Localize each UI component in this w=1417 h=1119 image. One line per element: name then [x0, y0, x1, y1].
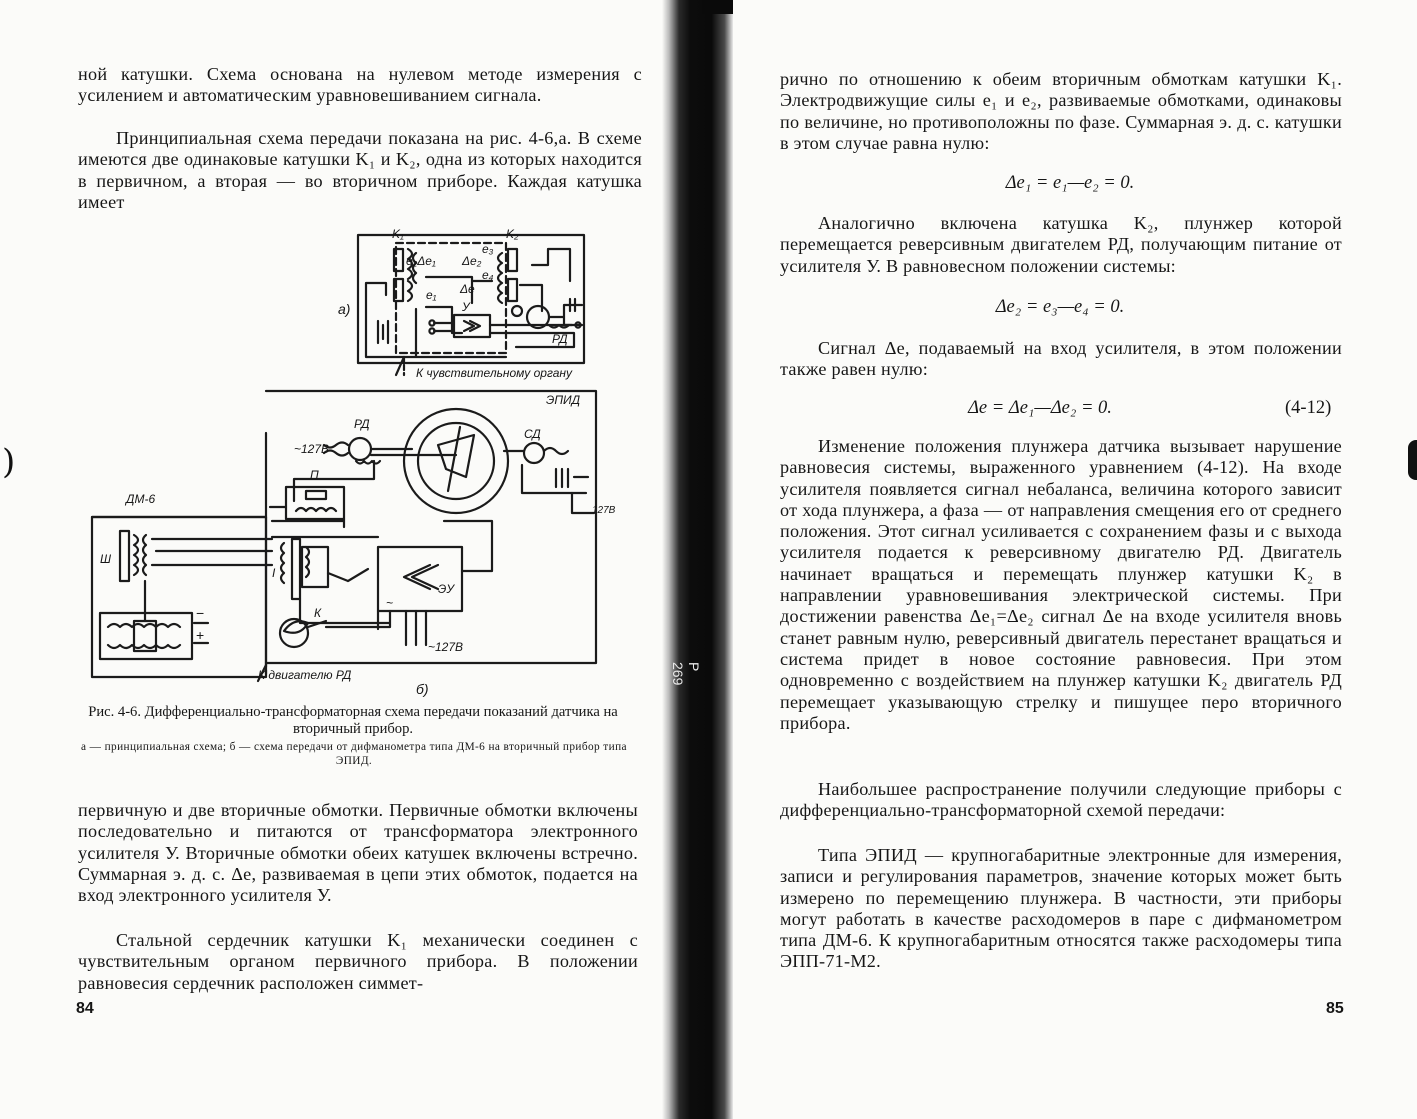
edge-mark-icon: ) [2, 442, 16, 482]
label-part-a: а) [338, 301, 351, 317]
left-page-number: 84 [76, 1000, 94, 1017]
label-p: П [310, 468, 319, 482]
scan-mark: P 269 [670, 662, 702, 686]
label-e1: e₁ [426, 288, 437, 302]
label-k: К [314, 606, 322, 620]
label-to-motor: К двигателю РД [258, 668, 352, 682]
label-v127-top: ~127В [294, 442, 330, 456]
label-eu: ЭУ [438, 582, 454, 596]
left-paragraph-4: Стальной сердечник катушки K₁ механически соединен с чувствительным органом первичного прибора. В положении равновесия сердечник расположен симмет- [78, 930, 638, 993]
label-e3: e₃ [482, 242, 494, 256]
edge-tab-icon [1408, 440, 1417, 480]
label-to-sensor: К чувствительному органу [416, 366, 573, 380]
book-gutter [662, 0, 733, 1119]
label-one: I [272, 566, 276, 580]
right-paragraph-5: Наибольшее распространение получили следующие приборы с дифференциально-трансформаторной схемой передачи: [780, 779, 1342, 821]
label-k2: K₂ [506, 227, 519, 241]
label-rd-b: РД [354, 417, 370, 431]
label-part-b: б) [416, 681, 429, 697]
formula-3: Δe = Δe₁—Δe₂ = 0. [968, 398, 1112, 418]
figure-4-6 [86, 225, 622, 695]
label-v127-bottom: ~127В [428, 640, 464, 654]
figure-caption: Рис. 4-6. Дифференциально-трансформаторная схема передачи показаний датчика на вторичный прибор. [88, 704, 618, 737]
label-e4: e₄ [482, 268, 494, 282]
label-de: Δe [460, 282, 475, 296]
label-dm6: ДМ-6 [126, 492, 156, 506]
label-k1: K₁ [392, 227, 404, 241]
label-rd-a: РД [552, 332, 568, 346]
label-y: У [462, 300, 470, 314]
left-paragraph-3: первичную и две вторичные обмотки. Первичные обмотки включены последовательно и питаются от трансформатора электронного усилителя У. Вторичные обмотки обеих катушек включены встречно. Суммарная э. д. с. Δe, развиваемая в цепи этих обмоток, подается на вход электронного усилителя У. [78, 800, 638, 906]
label-v127-right: 127В [592, 505, 616, 516]
label-e2de1: e₂Δe₁ [406, 254, 436, 268]
diagram-b [92, 391, 596, 681]
label-minus: − [196, 605, 205, 621]
label-plus: + [196, 627, 205, 643]
right-paragraph-6: Типа ЭПИД — крупногабаритные электронные для измерения, записи и регулирования параметров, значение которых может быть измерено по перемещению плунжера. В частности, эти приборы могут работать в качестве расходомеров в паре с дифманометром типа ДМ-6. К крупногабаритным относятся также расходомеры типа ЭПП-71-М2. [780, 845, 1342, 972]
right-paragraph-4: Изменение положения плунжера датчика вызывает нарушение равновесия системы, выраженного уравнением (4-12). На входе усилителя появляется сигнал небаланса, величина которого зависит от хода плунжера, а фаза — от направления смещения его от среднего положения. Этот сигнал усиливается с сохранением фазы и с выхода усилителя подается к реверсивному двигателю РД. Двигатель начинает вращаться и перемещать плунжер катушки K₂ в направлении уравновешивания электрической системы. При достижении равенства Δe₁=Δe₂ сигнал Δe на входе усилителя вновь станет равным нулю, реверсивный двигатель перестанет вращаться и система придет в новое состояние равновесия. При этом одновременно с воздействием на плунжер катушки K₂ двигатель РД перемещает указывающую стрелку и пишущее перо вторичного прибора. [780, 436, 1342, 733]
figure-legend: а — принципиальная схема; б — схема передачи от дифманометра типа ДМ-6 на вторичный прибор типа ЭПИД. [81, 741, 627, 767]
right-page-number: 85 [1326, 1000, 1344, 1017]
left-paragraph-1: ной катушки. Схема основана на нулевом методе измерения с усилением и автоматическим уравновешиванием сигнала. [78, 64, 642, 106]
right-paragraph-3: Сигнал Δe, подаваемый на вход усилителя, в этом положении также равен нулю: [780, 338, 1342, 380]
label-sh: Ш [100, 552, 112, 566]
label-cd: СД [524, 427, 541, 441]
equation-number: (4-12) [1285, 398, 1332, 418]
formula-1: Δe₁ = e₁—e₂ = 0. [1005, 173, 1135, 193]
schematic-drawing [86, 225, 622, 695]
label-epid: ЭПИД [546, 393, 581, 407]
right-paragraph-2: Аналогично включена катушка K₂, плунжер которой перемещается реверсивным двигателем РД, получающим питание от усилителя У. В равновесном положении системы: [780, 213, 1342, 276]
right-paragraph-1: рично по отношению к обеим вторичным обмоткам катушки K₁. Электродвижущие силы e₁ и e₂, развиваемые обмотками, одинаковы по величине, но противоположны по фазе. Суммарная э. д. с. катушки в этом случае равна нулю: [780, 69, 1342, 153]
left-paragraph-2: Принципиальная схема передачи показана на рис. 4-6,а. В схеме имеются две одинаковые катушки K₁ и K₂, одна из которых находится в первичном, а вторая — во вторичном приборе. Каждая катушка имеет [78, 128, 642, 212]
label-de2: Δe₂ [462, 254, 482, 268]
label-tilde: ~ [386, 596, 394, 610]
gutter-shadow [702, 0, 733, 14]
formula-2: Δe₂ = e₃—e₄ = 0. [995, 297, 1125, 317]
